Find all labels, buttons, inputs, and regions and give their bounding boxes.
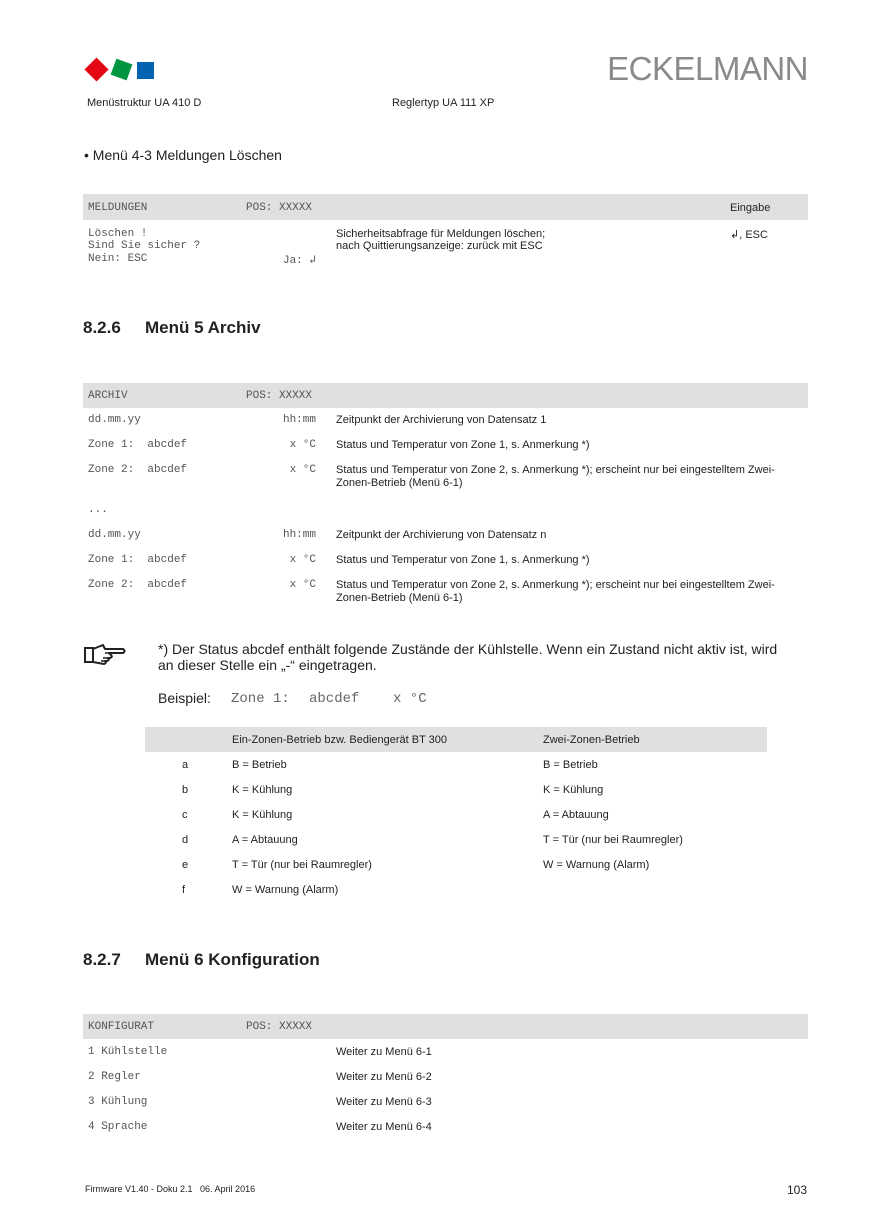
archiv-row-desc: Zeitpunkt der Archivierung von Datensatz 1 xyxy=(336,414,547,426)
list-item xyxy=(83,1046,808,1064)
status-col1: B = Betrieb xyxy=(232,759,287,771)
archiv-row xyxy=(83,529,808,549)
archiv-row xyxy=(83,464,808,496)
header-left: Menüstruktur UA 410 D xyxy=(87,97,202,109)
status-col2: B = Betrieb xyxy=(543,759,598,771)
display-line-3: Nein: ESC xyxy=(88,253,148,265)
archiv-row xyxy=(83,554,808,574)
table-row xyxy=(145,759,767,777)
list-item xyxy=(83,1121,808,1139)
table-row xyxy=(145,884,767,902)
section-827-heading xyxy=(83,950,320,970)
archiv-row-left: dd.mm.yy xyxy=(88,529,141,541)
beispiel-label: Beispiel: xyxy=(158,690,211,706)
konfig-item-desc: Weiter zu Menü 6-2 xyxy=(336,1071,432,1083)
bullet: • xyxy=(84,147,93,163)
header-center: Reglertyp UA 111 XP xyxy=(392,97,495,109)
section-title: Menü 6 Konfiguration xyxy=(145,950,320,969)
konfig-header: KONFIGURAT xyxy=(88,1021,155,1033)
archiv-row-right: x °C xyxy=(289,554,316,566)
archiv-row-right: x °C xyxy=(289,464,316,476)
status-key: e xyxy=(182,859,189,871)
page-number: 103 xyxy=(786,1183,807,1197)
archiv-row-desc: Status und Temperatur von Zone 1, s. Anmerkung *) xyxy=(336,439,590,451)
status-col1: K = Kühlung xyxy=(232,809,293,821)
beispiel-status: abcdef xyxy=(309,691,360,707)
archiv-row-left: Zone 1: abcdef xyxy=(88,439,188,451)
status-key: a xyxy=(182,759,189,771)
status-col1: K = Kühlung xyxy=(232,784,293,796)
bullet-title-text: Menü 4-3 Meldungen Löschen xyxy=(92,147,282,163)
archiv-row-right: hh:mm xyxy=(282,529,316,541)
archiv-row-desc-2: Zonen-Betrieb (Menü 6-1) xyxy=(336,592,463,604)
logo-green-diamond xyxy=(111,59,133,81)
logo-blue-square xyxy=(137,62,154,79)
meldungen-header-bar xyxy=(83,194,808,220)
status-col2-header: Zwei-Zonen-Betrieb xyxy=(543,734,640,746)
meldungen-desc-1: Sicherheitsabfrage für Meldungen löschen; xyxy=(336,228,546,240)
konfig-item-label: 3 Kühlung xyxy=(88,1096,148,1108)
konfig-item-label: 4 Sprache xyxy=(88,1121,148,1133)
display-ja: Ja: ↲ xyxy=(282,255,316,267)
archiv-pos: POS: XXXXX xyxy=(246,390,313,402)
meldungen-pos: POS: XXXXX xyxy=(246,202,313,214)
archiv-row-right: x °C xyxy=(289,439,316,451)
pointing-hand-icon xyxy=(83,640,127,668)
status-key: c xyxy=(182,809,188,821)
status-col1: T = Tür (nur bei Raumregler) xyxy=(232,859,372,871)
status-key: b xyxy=(182,784,189,796)
brand-name: ECKELMANN xyxy=(607,50,808,87)
status-col1: A = Abtauung xyxy=(232,834,298,846)
list-item xyxy=(83,1071,808,1089)
archiv-row-right: x °C xyxy=(289,579,316,591)
archiv-row-desc: Status und Temperatur von Zone 1, s. Anmerkung *) xyxy=(336,554,590,566)
archiv-row-left: dd.mm.yy xyxy=(88,414,141,426)
table-row xyxy=(145,784,767,802)
section-title: Menü 5 Archiv xyxy=(145,318,261,337)
table-row xyxy=(145,834,767,852)
archiv-row-left: Zone 2: abcdef xyxy=(88,464,188,476)
status-col1-header: Ein-Zonen-Betrieb bzw. Bediengerät BT 300 xyxy=(232,734,448,746)
status-key: f xyxy=(182,884,186,896)
list-item xyxy=(83,1096,808,1114)
archiv-row xyxy=(83,414,808,434)
meldungen-header: MELDUNGEN xyxy=(88,202,148,214)
meldungen-eingabe: ↲, ESC xyxy=(730,229,768,241)
status-col1: W = Warnung (Alarm) xyxy=(232,884,339,896)
konfig-header-bar xyxy=(83,1014,808,1039)
archiv-row xyxy=(83,579,808,611)
archiv-row xyxy=(83,504,808,524)
logo-red-diamond xyxy=(84,57,108,81)
archiv-row-desc: Status und Temperatur von Zone 2, s. Anmerkung *); erscheint nur bei eingestelltem Zwei- xyxy=(336,579,775,591)
section-826-heading xyxy=(83,318,261,338)
display-line-2: Sind Sie sicher ? xyxy=(88,240,201,252)
konfig-item-desc: Weiter zu Menü 6-3 xyxy=(336,1096,432,1108)
archiv-row-left: ... xyxy=(88,504,108,516)
archiv-row-right: hh:mm xyxy=(282,414,316,426)
konfig-item-label: 2 Regler xyxy=(88,1071,141,1083)
section-number: 8.2.7 xyxy=(83,950,121,969)
table-row xyxy=(145,859,767,877)
note-line-2: an dieser Stelle ein „-“ eingetragen. xyxy=(158,657,377,673)
status-col2: K = Kühlung xyxy=(543,784,604,796)
archiv-row-desc: Zeitpunkt der Archivierung von Datensatz n xyxy=(336,529,547,541)
archiv-header-bar xyxy=(83,383,808,408)
konfig-item-label: 1 Kühlstelle xyxy=(88,1046,168,1058)
archiv-row-left: Zone 1: abcdef xyxy=(88,554,188,566)
section-number: 8.2.6 xyxy=(83,318,121,337)
archiv-row-left: Zone 2: abcdef xyxy=(88,579,188,591)
archiv-row-desc: Status und Temperatur von Zone 2, s. Anmerkung *); erscheint nur bei eingestelltem Zwei- xyxy=(336,464,775,476)
archiv-header: ARCHIV xyxy=(88,390,128,402)
konfig-item-desc: Weiter zu Menü 6-4 xyxy=(336,1121,432,1133)
status-col2: T = Tür (nur bei Raumregler) xyxy=(543,834,683,846)
eingabe-header: Eingabe xyxy=(730,202,771,214)
konfig-pos: POS: XXXXX xyxy=(246,1021,313,1033)
archiv-row xyxy=(83,439,808,459)
table-row xyxy=(145,809,767,827)
konfig-item-desc: Weiter zu Menü 6-1 xyxy=(336,1046,432,1058)
meldungen-desc-2: nach Quittierungsanzeige: zurück mit ESC xyxy=(336,240,543,252)
logo xyxy=(84,57,156,83)
status-col2: W = Warnung (Alarm) xyxy=(543,859,650,871)
status-col2: A = Abtauung xyxy=(543,809,609,821)
archiv-row-desc-2: Zonen-Betrieb (Menü 6-1) xyxy=(336,477,463,489)
beispiel-zone: Zone 1: xyxy=(231,691,290,707)
note-line-1: *) Der Status abcdef enthält folgende Zustände der Kühlstelle. Wenn ein Zustand nicht aktiv ist, wird xyxy=(158,641,778,657)
footer-left: Firmware V1.40 - Doku 2.1 06. April 2016 xyxy=(85,1184,256,1194)
beispiel-temp: x °C xyxy=(393,691,427,707)
display-line-1: Löschen ! xyxy=(88,228,148,240)
status-key: d xyxy=(182,834,189,846)
bullet-title xyxy=(84,147,282,163)
